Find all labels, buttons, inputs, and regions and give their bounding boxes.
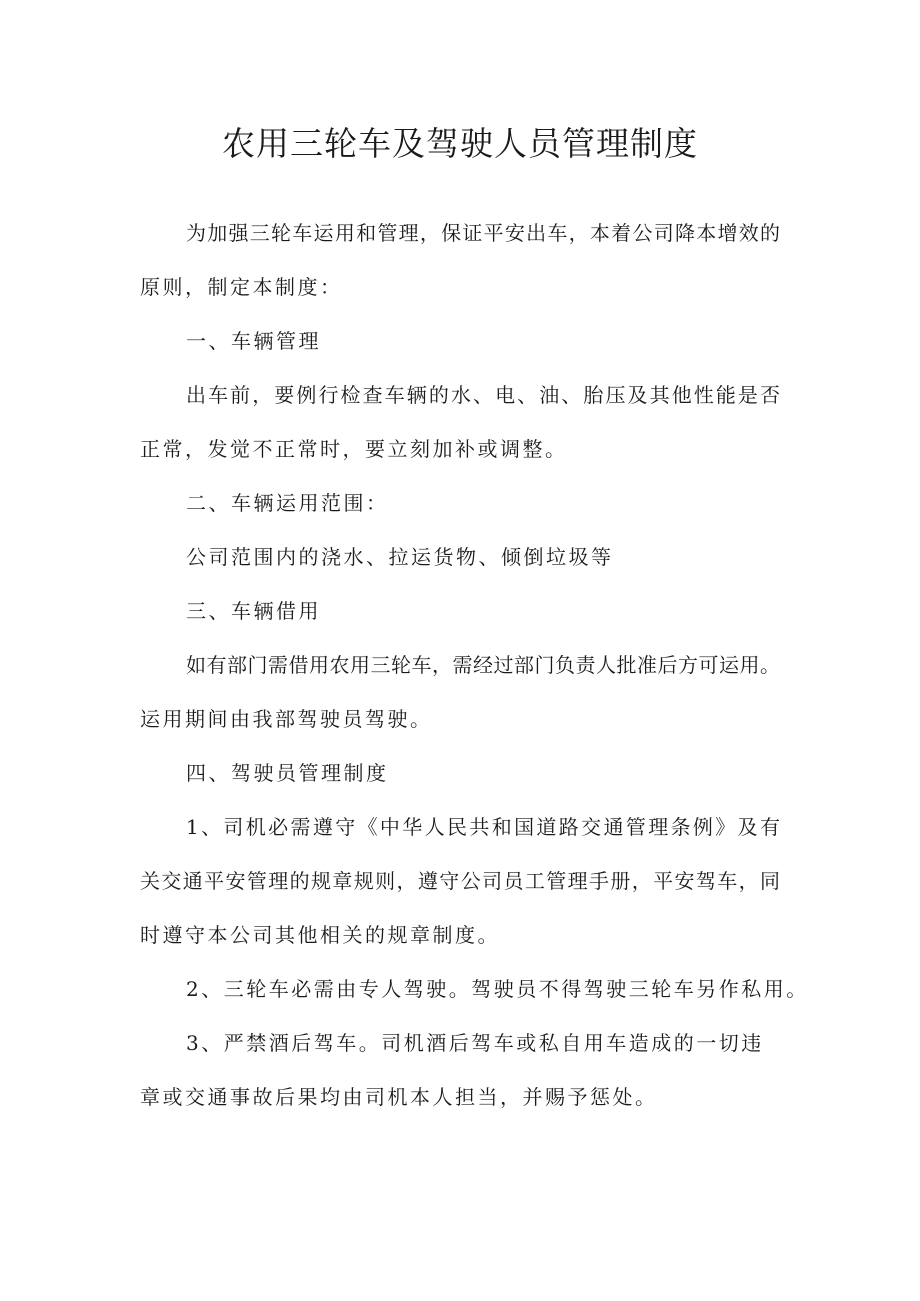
rule-2: 2、三轮车必需由专人驾驶。驾驶员不得驾驶三轮车另作私用。 [186,977,809,1001]
section-heading-vehicle-management: 一、车辆管理 [186,329,321,353]
paragraph-usage-scope: 公司范围内的浇水、拉运货物、倾倒垃圾等 [186,545,614,569]
section-heading-driver-management: 四、驾驶员管理制度 [186,761,389,785]
paragraph-intro-line-1: 为加强三轮车运用和管理，保证平安出车，本着公司降本增效的 [186,221,780,245]
paragraph-inspection-line-1: 出车前，要例行检查车辆的水、电、油、胎压及其他性能是否 [186,383,780,407]
rule-1-line-3: 时遵守本公司其他相关的规章制度。 [140,923,500,947]
paragraph-borrowing-line-2: 运用期间由我部驾驶员驾驶。 [140,707,433,731]
section-heading-usage-scope: 二、车辆运用范围： [186,491,389,515]
paragraph-intro-line-2: 原则，制定本制度： [140,275,343,299]
paragraph-borrowing-line-1: 如有部门需借用农用三轮车，需经过部门负责人批准后方可运用。 [186,653,780,677]
document-title: 农用三轮车及驾驶人员管理制度 [222,124,698,163]
paragraph-inspection-line-2: 正常，发觉不正常时，要立刻加补或调整。 [140,437,568,461]
rule-1-line-1: 1、司机必需遵守《中华人民共和国道路交通管理条例》及有 [186,815,780,839]
rule-1-line-2: 关交通平安管理的规章规则，遵守公司员工管理手册，平安驾车，同 [140,869,780,893]
rule-3-line-1: 3、严禁酒后驾车。司机酒后驾车或私自用车造成的一切违 [186,1031,764,1055]
section-heading-vehicle-borrowing: 三、车辆借用 [186,599,321,623]
rule-3-line-2: 章或交通事故后果均由司机本人担当，并赐予惩处。 [140,1085,658,1109]
